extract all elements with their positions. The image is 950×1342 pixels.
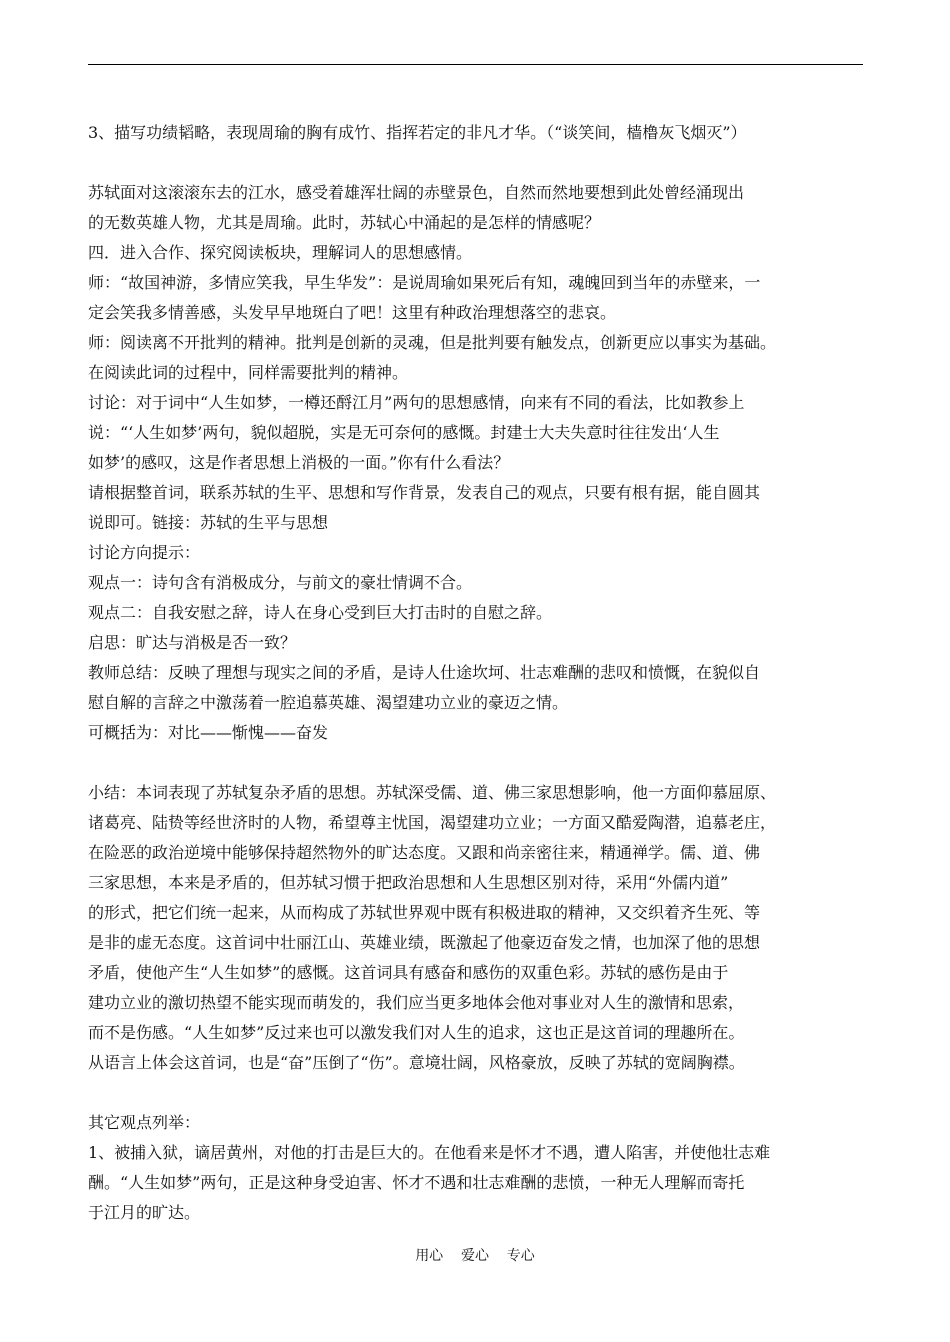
text-line: 讨论：对于词中“人生如梦，一樽还酹江月”两句的思想感情，向来有不同的看法，比如教参上 — [88, 393, 745, 412]
text-line: 可概括为：对比——惭愧——奋发 — [88, 723, 329, 742]
text-line: 于江月的旷达。 — [88, 1203, 201, 1222]
text-line: 师：阅读离不开批判的精神。批判是创新的灵魂，但是批判要有触发点，创新更应以事实为基础。 — [88, 333, 777, 352]
document-body — [88, 118, 878, 1228]
text-line: 在阅读此词的过程中，同样需要批判的精神。 — [88, 363, 409, 382]
text-line: 四．进入合作、探究阅读板块，理解词人的思想感情。 — [88, 243, 473, 262]
text-line: 3、描写功绩韬略，表现周瑜的胸有成竹、指挥若定的非凡才华。（“谈笑间，樯橹灰飞烟灭”） — [88, 123, 747, 142]
text-line: 建功立业的激切热望不能实现而萌发的，我们应当更多地体会他对事业对人生的激情和思索， — [88, 993, 745, 1012]
paragraph-gap — [88, 1078, 878, 1108]
text-line: 的无数英雄人物，尤其是周瑜。此时，苏轼心中涌起的是怎样的情感呢？ — [88, 213, 601, 232]
text-line: 观点一：诗句含有消极成分，与前文的豪壮情调不合。 — [88, 573, 473, 592]
text-line: 小结：本词表现了苏轼复杂矛盾的思想。苏轼深受儒、道、佛三家思想影响，他一方面仰慕屈原、 — [88, 783, 777, 802]
text-line: 说：“‘人生如梦’两句，貌似超脱，实是无可奈何的感慨。封建士大夫失意时往往发出‘人生 — [88, 423, 720, 442]
text-line: 矛盾，使他产生“人生如梦”的感慨。这首词具有感奋和感伤的双重色彩。苏轼的感伤是由于 — [88, 963, 729, 982]
text-line: 教师总结：反映了理想与现实之间的矛盾，是诗人仕途坎坷、壮志难酬的悲叹和愤慨，在貌似自 — [88, 663, 761, 682]
text-line: 诸葛亮、陆贽等经世济时的人物，希望尊主忧国，渴望建功立业；一方面又酷爱陶潜，追慕老庄， — [88, 813, 777, 832]
text-line: 1、被捕入狱，谪居黄州，对他的打击是巨大的。在他看来是怀才不遇，遭人陷害，并使他壮志难 — [88, 1143, 771, 1162]
text-line: 请根据整首词，联系苏轼的生平、思想和写作背景，发表自己的观点，只要有根有据，能自圆其 — [88, 483, 761, 502]
text-line: 慰自解的言辞之中激荡着一腔追慕英雄、渴望建功立业的豪迈之情。 — [88, 693, 569, 712]
text-line: 苏轼面对这滚滚东去的江水，感受着雄浑壮阔的赤壁景色，自然而然地要想到此处曾经涌现出 — [88, 183, 745, 202]
text-line: 酬。“人生如梦”两句，正是这种身受迫害、怀才不遇和壮志难酬的悲愤，一种无人理解而寄托 — [88, 1173, 745, 1192]
text-line: 定会笑我多情善感，头发早早地斑白了吧！这里有种政治理想落空的悲哀。 — [88, 303, 617, 322]
text-line: 而不是伤感。“人生如梦”反过来也可以激发我们对人生的追求，这也正是这首词的理趣所在。 — [88, 1023, 745, 1042]
header-rule — [88, 64, 863, 65]
text-line: 其它观点列举： — [88, 1113, 201, 1132]
text-line: 如梦’的感叹，这是作者思想上消极的一面。”你有什么看法？ — [88, 453, 510, 472]
text-line: 的形式，把它们统一起来，从而构成了苏轼世界观中既有积极进取的精神，又交织着齐生死、等 — [88, 903, 761, 922]
text-line: 从语言上体会这首词，也是“奋”压倒了“伤”。意境壮阔，风格豪放，反映了苏轼的宽阔胸襟。 — [88, 1053, 745, 1072]
text-line: 观点二：自我安慰之辞，诗人在身心受到巨大打击时的自慰之辞。 — [88, 603, 553, 622]
text-line: 讨论方向提示： — [88, 543, 201, 562]
text-line: 师：“故国神游，多情应笑我，早生华发”：是说周瑜如果死后有知，魂魄回到当年的赤壁来，一 — [88, 273, 761, 292]
paragraph-gap — [88, 748, 878, 778]
paragraph-gap — [88, 148, 878, 178]
text-line: 三家思想，本来是矛盾的，但苏轼习惯于把政治思想和人生思想区别对待，采用“外儒内道” — [88, 873, 729, 892]
text-line: 是非的虚无态度。这首词中壮丽江山、英雄业绩，既激起了他豪迈奋发之情，也加深了他的思想 — [88, 933, 761, 952]
text-line: 在险恶的政治逆境中能够保持超然物外的旷达态度。又跟和尚亲密往来，精通禅学。儒、道、佛 — [88, 843, 761, 862]
page-footer: 用心 爱心 专心 — [415, 1248, 535, 1264]
text-line: 启思：旷达与消极是否一致？ — [88, 633, 297, 652]
text-line: 说即可。链接：苏轼的生平与思想 — [88, 513, 329, 532]
